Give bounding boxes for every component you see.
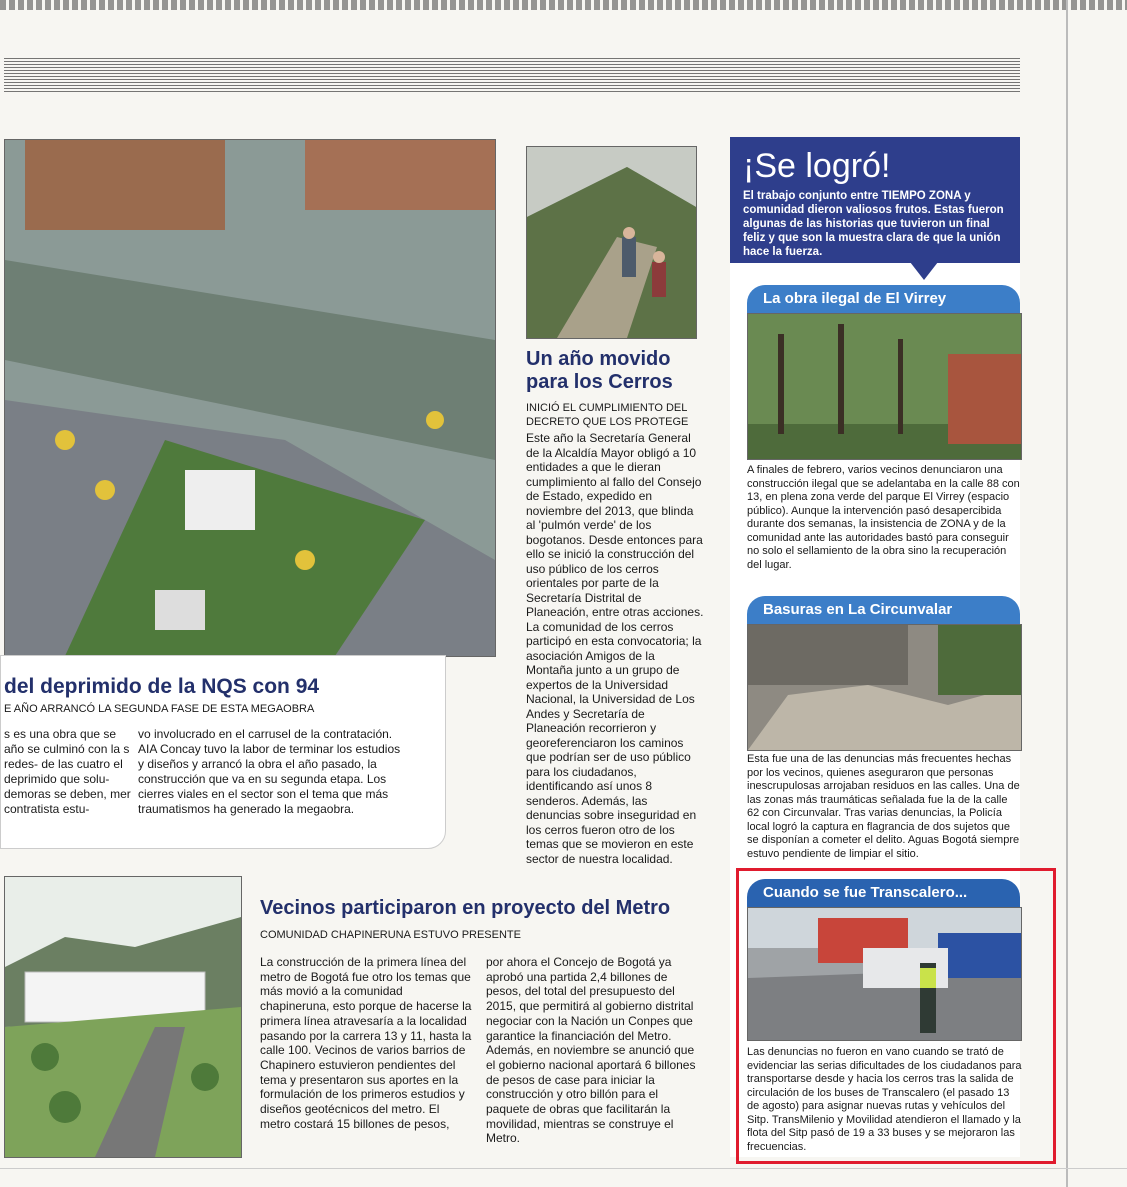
basuras-heading: Basuras en La Circunvalar [747,596,1020,624]
metro-headline: Vecinos participaron en proyecto del Metro [260,897,671,919]
nqs-body-col2: vo involucrado en el carrusel de la contratación. AIA Concay tuvo la labor de terminar los estudios y diseños y arrancó la obra el año pasado, la construcción que va en su segunda etapa. Los cierres viales en el sector son el tema que más traumatismos ha generado la megaobra. [138,727,401,816]
virrey-heading: La obra ilegal de El Virrey [747,285,1020,313]
virrey-park-photo [747,313,1022,460]
cerros-kicker: INICIÓ EL CUMPLIMIENTO DEL DECRETO QUE LOS PROTEGE [526,402,689,428]
transcalero-body: Las denuncias no fueron en vano cuando se trató de evidenciar las serias dificultades de los ciudadanos para transportarse desde y hacia los cerros tras la salida de circulación de los buses de Transcalero (el pasado 13 de agosto) para asignar nuevas rutas y vehículos del Sitp. TransMilenio y Movilidad atendieron el llamado y la flota del Sitp pasó de 19 a 33 buses y se mejoraron las frecuencias. [747,1046,1022,1153]
metro-rendering-photo [4,876,242,1158]
nqs-kicker: E AÑO ARRANCÓ LA SEGUNDA FASE DE ESTA MEGAOBRA [4,703,315,715]
se-logro-pointer [910,262,938,280]
metro-kicker: COMUNIDAD CHAPINERUNA ESTUVO PRESENTE [260,929,521,941]
top-border [0,0,1127,10]
header-hatch-band [4,56,1020,92]
nqs-road-photo [4,139,496,657]
basuras-debris-photo [747,624,1022,751]
basuras-body: Esta fue una de las denuncias más frecuentes hechas por los vecinos, quienes aseguraron que personas inescrupulosas arrojaban residuos en las calles. Una de las zonas más traumáticas señalada fue la de la calle 62 con Circunvalar. Tras varias denuncias, la Policía local logró la captura en flagrancia de dos sujetos que se disponían a cometer el delito. Aguas Bogotá siempre estuvo pendiente de limpiar el sitio. [747,753,1020,860]
cerros-headline: Un año movido para los Cerros [526,348,673,393]
page-fold-rule [1066,0,1068,1187]
cerros-body: Este año la Secretaría General de la Alcaldía Mayor obligó a 10 entidades a que le dieran cumplimiento al fallo del Consejo de Estado, expedido en noviembre del 2013, que blinda al 'pulmón verde' de los bogotanos. Desde entonces para ello se inició la construcción del uso público de los cerros orientales por parte de la Secretaría Distrital de Planeación, entre otras acciones. La comunidad de los cerros participó en esta convocatoria; la asociación Amigos de la Montaña junto a un grupo de expertos de la Universidad Nacional, la Universidad de Los Andes y Secretaría de Planeación recorrieron y georeferenciaron los caminos que podrían ser de uso público para los ciudadanos, identificando así unos 8 senderos. Además, las denuncias sobre inseguridad en los cerros fueron otro de los temas que se movieron en este sector de nuestra localidad. [526,431,704,866]
metro-body-col2: por ahora el Concejo de Bogotá ya aprobó una partida 2,4 billones de pesos, del total del presupuesto del 2015, que permitirá al gobierno distrital negociar con la Nación un Conpes que garantice la financiación del Metro. Además, en noviembre se anunció que el gobierno nacional aportará 6 billones de pesos de case para iniciar la construcción y otro billón para el paquete de obras que facilitarán la movilidad, mientras se construye el Metro. [486,955,696,1146]
se-logro-title: ¡Se logró! [743,147,891,185]
metro-body-col1: La construcción de la primera línea del metro de Bogotá fue otro los temas que más movió a la comunidad chapineruna, esto porque de hacerse la primera línea atravesaría a la localidad pasando por la carrera 13 y 11, hasta la calle 100. Vecinos de varios barrios de Chapinero estuvieron pendientes del tema y presentaron sus aportes en la formulación de los primeros estudios y diseños geotécnicos del metro. El metro costará 15 billones de pesos, [260,955,472,1131]
virrey-body: A finales de febrero, varios vecinos denunciaron una construcción ilegal que se adelantaba en la calle 88 con 13, en plena zona verde del parque El Virrey (espacio público). Aunque la intervención pasó desapercibida durante dos semanas, la insistencia de ZONA y de la comunidad ante las autoridades bastó para conseguir no solo el sellamiento de la obra sino la recuperación del lugar. [747,464,1020,571]
bottom-rule [0,1168,1127,1169]
nqs-body-col1: s es una obra que se año se culminó con la s redes- de las cuatro el deprimido que solu- demoras se deben, mer contratista estu- [4,727,131,816]
cerros-hikers-photo [526,146,697,339]
se-logro-intro: El trabajo conjunto entre TIEMPO ZONA y comunidad dieron valiosos frutos. Estas fueron algunas de las historias que tuvieron un final feliz y que son la muestra clara de que la unión hace la fuerza. [743,190,1004,258]
nqs-headline: del deprimido de la NQS con 94 [4,675,320,698]
transcalero-heading: Cuando se fue Transcalero... [747,879,1020,907]
highlight-frame [736,868,1056,1164]
